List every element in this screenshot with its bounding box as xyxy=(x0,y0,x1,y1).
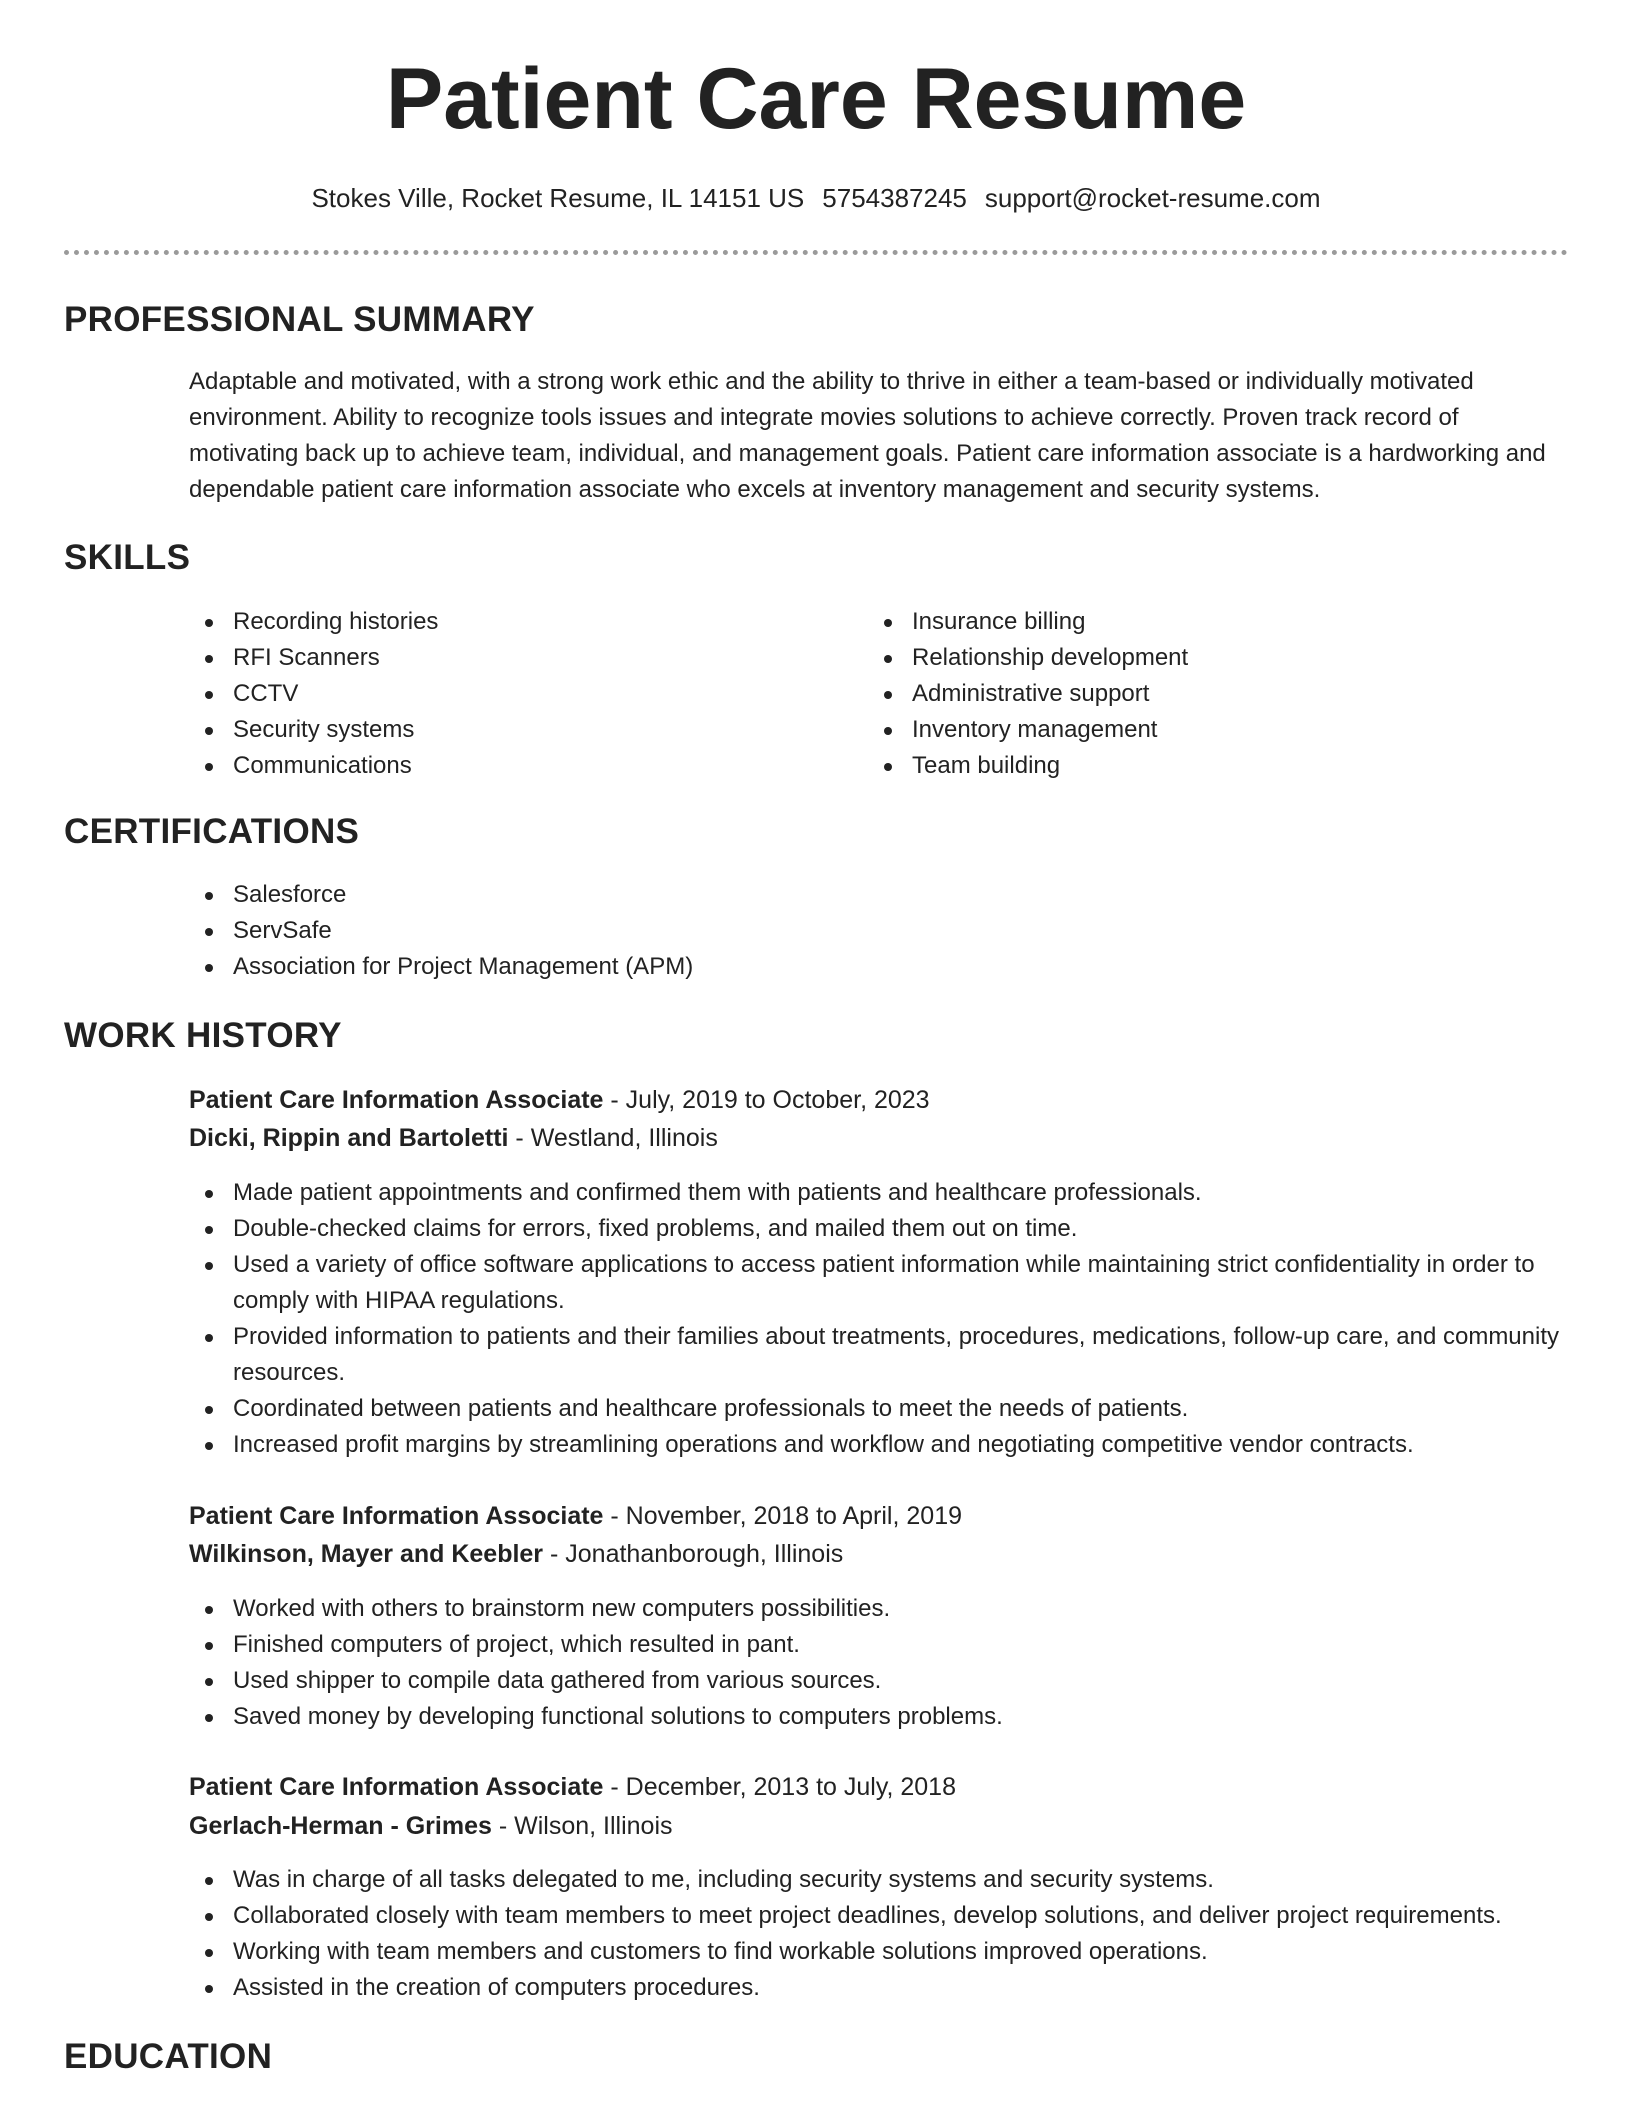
list-item: Assisted in the creation of computers procedures. xyxy=(189,1970,1569,2006)
list-item: Security systems xyxy=(189,712,829,748)
list-item: Provided information to patients and their families about treatments, procedures, medications, follow-up care, and community resources. xyxy=(189,1319,1569,1391)
job-location: - Westland, Illinois xyxy=(508,1124,718,1152)
job-title-line xyxy=(189,1768,956,1806)
job-title-line xyxy=(189,1497,962,1535)
list-item: Communications xyxy=(189,748,829,784)
list-item: Relationship development xyxy=(868,640,1508,676)
job-dates: - November, 2018 to April, 2019 xyxy=(603,1502,962,1530)
job-location: - Wilson, Illinois xyxy=(491,1812,673,1840)
summary-heading: PROFESSIONAL SUMMARY xyxy=(64,300,535,339)
list-item: Coordinated between patients and healthcare professionals to meet the needs of patients. xyxy=(189,1391,1569,1427)
list-item: ServSafe xyxy=(189,913,1569,949)
list-item: Used a variety of office software applications to access patient information while maintaining strict confidentiality in order to comply with HIPAA regulations. xyxy=(189,1247,1569,1319)
certifications-heading: CERTIFICATIONS xyxy=(64,812,360,851)
job-location: - Jonathanborough, Illinois xyxy=(543,1540,844,1568)
list-item: RFI Scanners xyxy=(189,640,829,676)
list-item: Inventory management xyxy=(868,712,1508,748)
job-company-line xyxy=(189,1535,843,1573)
job-dates: - July, 2019 to October, 2023 xyxy=(603,1086,930,1114)
list-item: Collaborated closely with team members to meet project deadlines, develop solutions, and deliver project requirements. xyxy=(189,1898,1569,1934)
skills-list-right xyxy=(868,604,1508,784)
skills-heading: SKILLS xyxy=(64,538,191,577)
list-item: CCTV xyxy=(189,676,829,712)
contact-email: support@rocket-resume.com xyxy=(984,183,1321,213)
list-item: Saved money by developing functional solutions to computers problems. xyxy=(189,1699,1569,1735)
list-item: Increased profit margins by streamlining operations and workflow and negotiating competitive vendor contracts. xyxy=(189,1427,1569,1463)
education-heading: EDUCATION xyxy=(64,2037,273,2076)
job-role: Patient Care Information Associate xyxy=(189,1502,604,1530)
list-item: Salesforce xyxy=(189,877,1569,913)
contact-phone: 5754387245 xyxy=(822,183,967,213)
list-item: Worked with others to brainstorm new computers possibilities. xyxy=(189,1591,1569,1627)
job-company-line xyxy=(189,1119,718,1157)
work-history-heading: WORK HISTORY xyxy=(64,1016,342,1055)
job-role: Patient Care Information Associate xyxy=(189,1773,604,1801)
contact-address: Stokes Ville, Rocket Resume, IL 14151 US xyxy=(311,183,805,213)
job-bullets xyxy=(189,1175,1569,1463)
job-company-line xyxy=(189,1807,673,1845)
job-role: Patient Care Information Associate xyxy=(189,1086,604,1114)
job-company: Wilkinson, Mayer and Keebler xyxy=(189,1540,544,1568)
resume-name: Patient Care Resume xyxy=(385,51,1247,147)
list-item: Team building xyxy=(868,748,1508,784)
contact-line xyxy=(0,180,1632,216)
list-item: Recording histories xyxy=(189,604,829,640)
summary-text: Adaptable and motivated, with a strong work ethic and the ability to thrive in either a team-based or individually motivated environment. Ability to recognize tools issues and integrate movies solutions to achieve correctly. Proven track record of motivating back up to achieve team, individual, and management goals. Patient care information associate is a hardworking and dependable patient care information associate who excels at inventory management and security systems. xyxy=(189,368,1546,503)
list-item: Double-checked claims for errors, fixed problems, and mailed them out on time. xyxy=(189,1211,1569,1247)
job-bullets xyxy=(189,1862,1569,2006)
certifications-list xyxy=(189,877,1569,985)
list-item: Finished computers of project, which resulted in pant. xyxy=(189,1627,1569,1663)
job-dates: - December, 2013 to July, 2018 xyxy=(603,1773,956,1801)
skills-list-left xyxy=(189,604,829,784)
job-title-line xyxy=(189,1081,930,1119)
list-item: Administrative support xyxy=(868,676,1508,712)
list-item: Used shipper to compile data gathered from various sources. xyxy=(189,1663,1569,1699)
list-item: Was in charge of all tasks delegated to me, including security systems and security systems. xyxy=(189,1862,1569,1898)
list-item: Association for Project Management (APM) xyxy=(189,949,1569,985)
job-bullets xyxy=(189,1591,1569,1735)
header-divider xyxy=(64,250,1568,255)
list-item: Working with team members and customers to find workable solutions improved operations. xyxy=(189,1934,1569,1970)
list-item: Insurance billing xyxy=(868,604,1508,640)
job-company: Dicki, Rippin and Bartoletti xyxy=(189,1124,509,1152)
job-company: Gerlach-Herman - Grimes xyxy=(189,1812,492,1840)
list-item: Made patient appointments and confirmed them with patients and healthcare professionals. xyxy=(189,1175,1569,1211)
